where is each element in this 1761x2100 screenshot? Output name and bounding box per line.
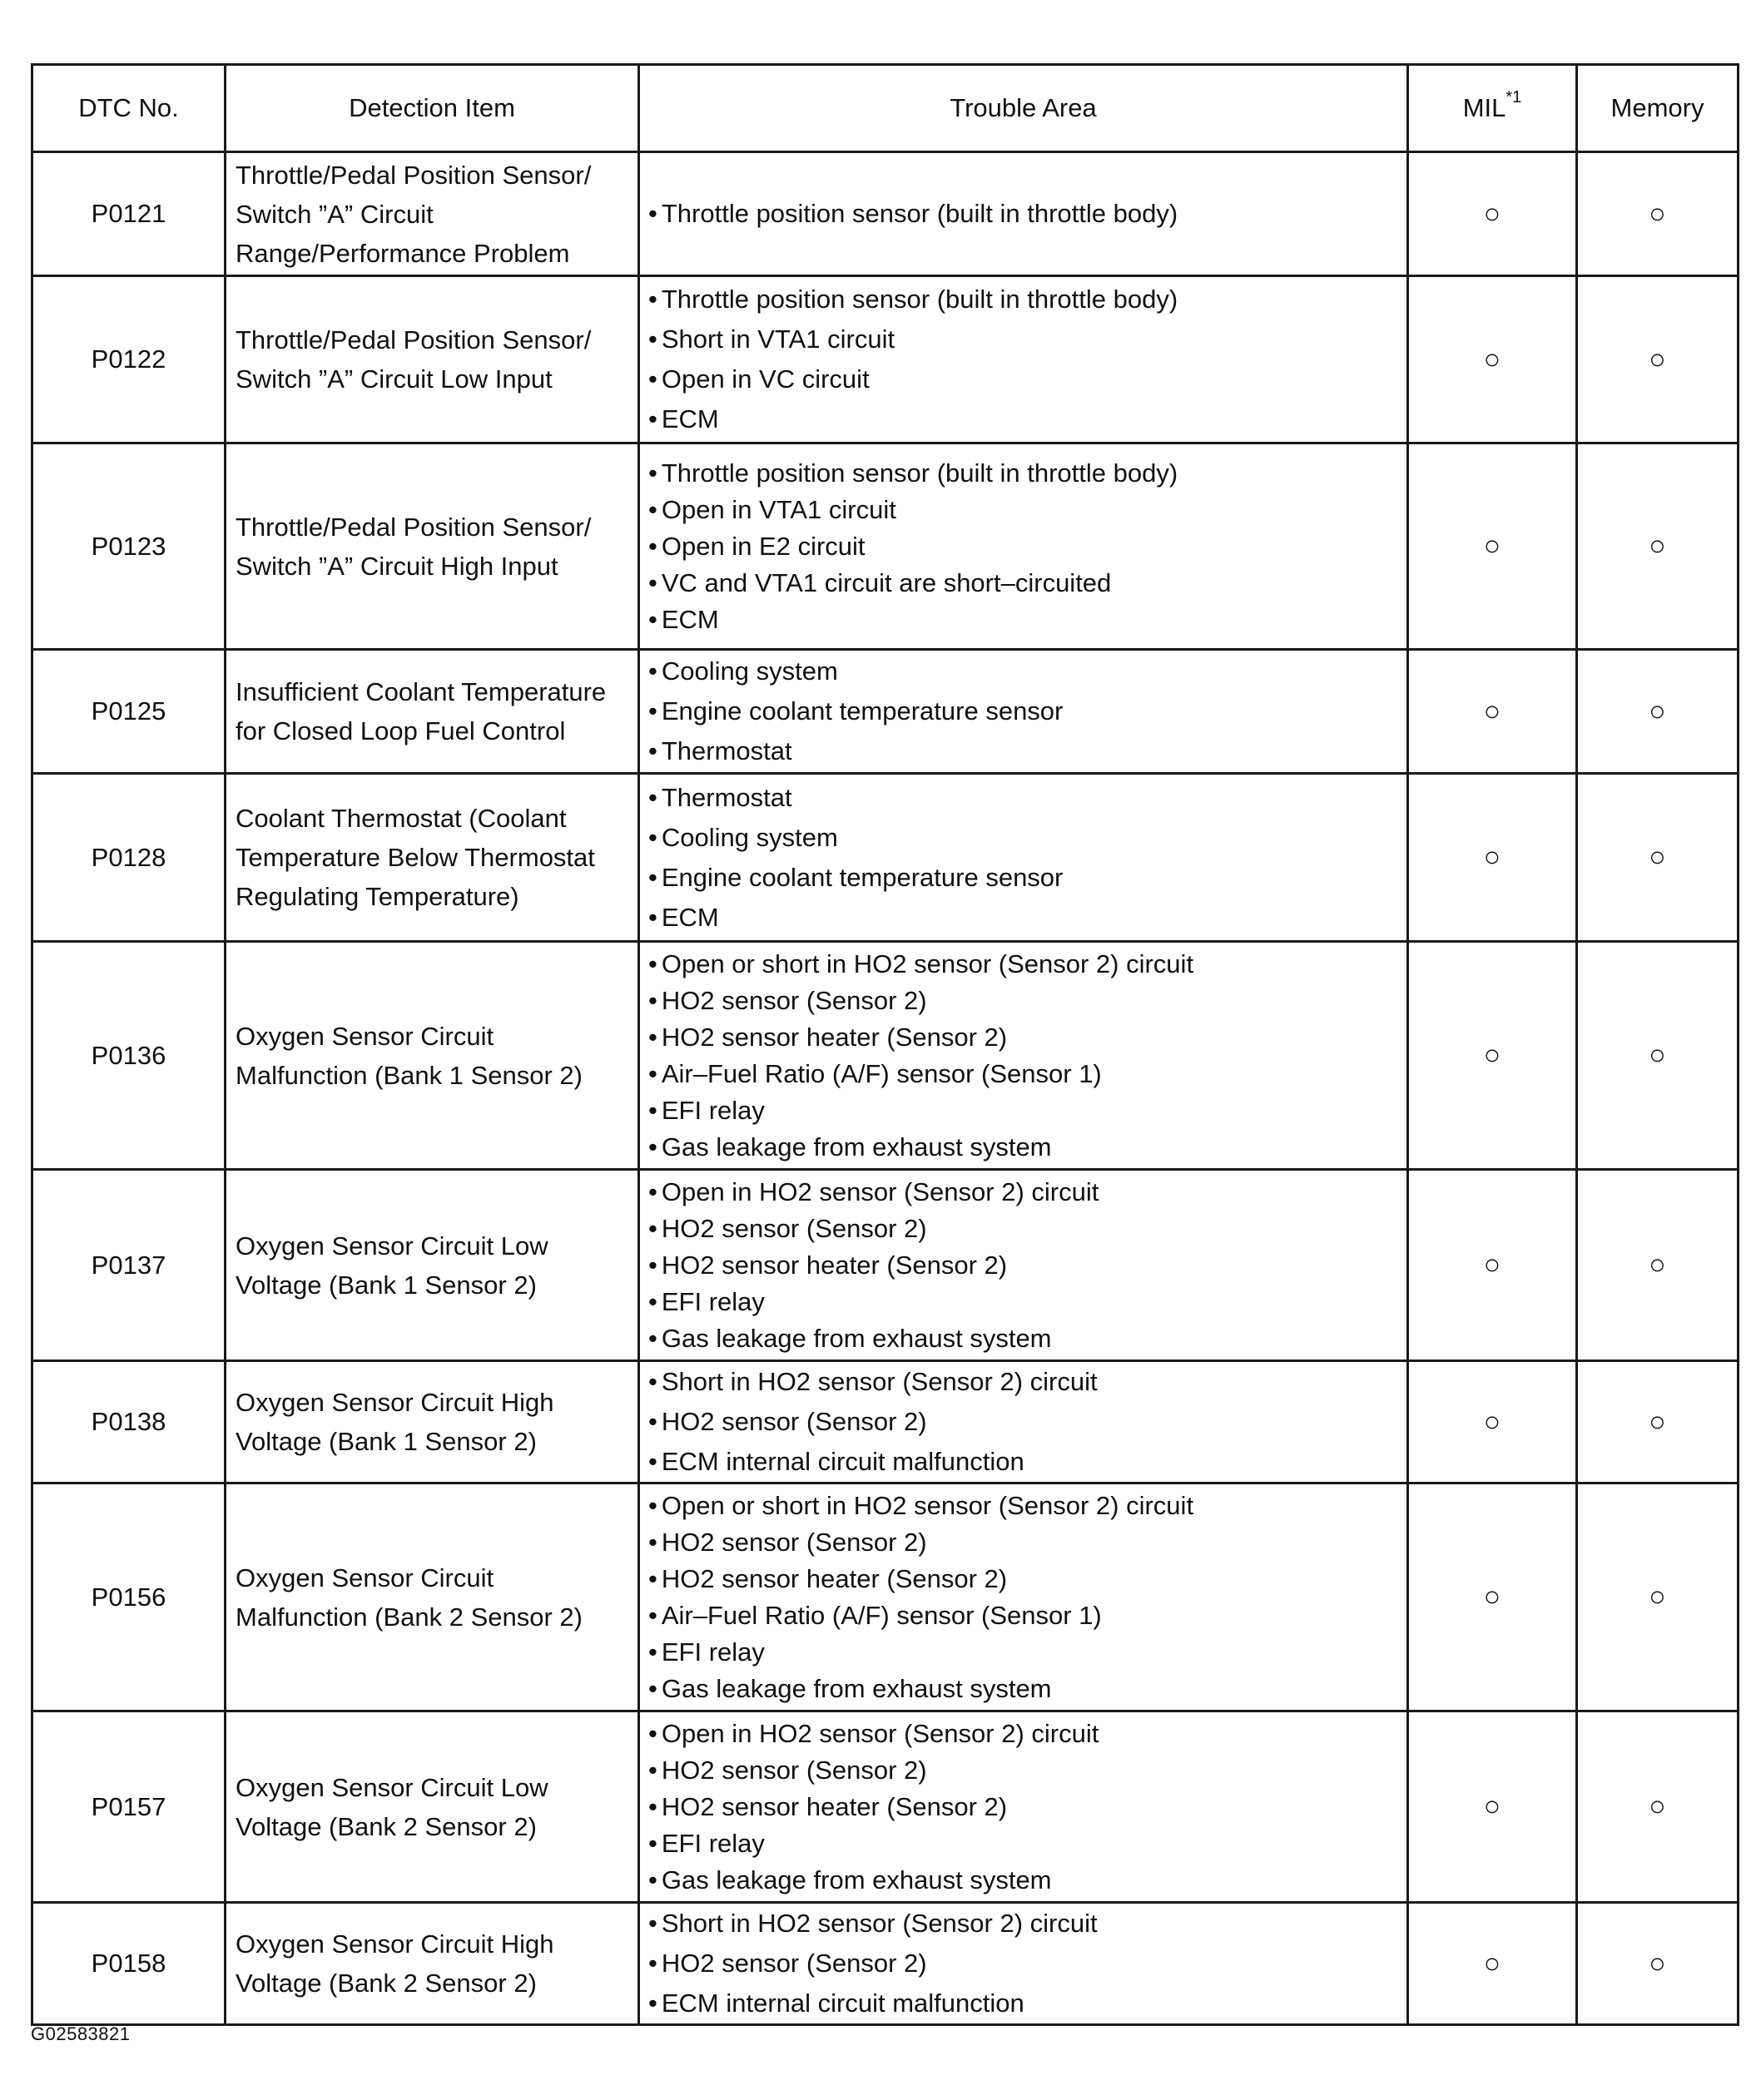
trouble-area-item: • Throttle position sensor (built in throttle body) — [648, 194, 1400, 234]
trouble-area-list — [648, 1488, 1400, 1707]
trouble-area-list — [648, 778, 1400, 938]
mil-indicator-icon: ○ — [1483, 695, 1501, 727]
dtc-code: P0158 — [32, 1903, 226, 2025]
dtc-code: P0136 — [32, 942, 226, 1170]
dtc-code: P0121 — [32, 152, 226, 276]
mil-cell — [1408, 942, 1577, 1170]
dtc-code: P0137 — [32, 1170, 226, 1361]
trouble-area-item: • ECM internal circuit malfunction — [648, 1442, 1400, 1482]
trouble-area — [639, 774, 1408, 942]
trouble-area-item: • Air–Fuel Ratio (A/F) sensor (Sensor 1) — [648, 1056, 1400, 1092]
table-row — [32, 1903, 1739, 2025]
dtc-code: P0157 — [32, 1711, 226, 1903]
trouble-area — [639, 152, 1408, 276]
table-row — [32, 1170, 1739, 1361]
mil-indicator-icon: ○ — [1483, 841, 1501, 873]
trouble-area-list — [648, 651, 1400, 771]
trouble-area-item: • Thermostat — [648, 731, 1400, 771]
mil-indicator-icon: ○ — [1483, 530, 1501, 562]
table-row — [32, 152, 1739, 276]
trouble-area-item: • HO2 sensor (Sensor 2) — [648, 983, 1400, 1019]
mil-indicator-icon: ○ — [1483, 197, 1501, 230]
table-row — [32, 276, 1739, 443]
dtc-code: P0138 — [32, 1361, 226, 1483]
mil-cell — [1408, 1170, 1577, 1361]
trouble-area-list — [648, 194, 1400, 234]
trouble-area — [639, 1483, 1408, 1711]
trouble-area-item: • Short in VTA1 circuit — [648, 319, 1400, 359]
trouble-area-item: • Gas leakage from exhaust system — [648, 1671, 1400, 1707]
detection-item: Insufficient Coolant Temperature for Closed Loop Fuel Control — [226, 650, 639, 774]
detection-item: Oxygen Sensor Circuit Malfunction (Bank 1 Sensor 2) — [226, 942, 639, 1170]
trouble-area-item: • Gas leakage from exhaust system — [648, 1129, 1400, 1166]
memory-cell — [1577, 1170, 1739, 1361]
memory-cell — [1577, 152, 1739, 276]
detection-item: Throttle/Pedal Position Sensor/ Switch ”A” Circuit Low Input — [226, 276, 639, 443]
trouble-area-list — [648, 455, 1400, 638]
trouble-area — [639, 1711, 1408, 1903]
header-mil-label: MIL — [1462, 93, 1506, 122]
memory-indicator-icon: ○ — [1649, 695, 1666, 727]
memory-cell — [1577, 1483, 1739, 1711]
trouble-area-item: • ECM — [648, 399, 1400, 439]
trouble-area-item: • HO2 sensor (Sensor 2) — [648, 1402, 1400, 1442]
mil-cell — [1408, 1711, 1577, 1903]
memory-cell — [1577, 276, 1739, 443]
trouble-area — [639, 942, 1408, 1170]
mil-cell — [1408, 1483, 1577, 1711]
trouble-area-item: • Short in HO2 sensor (Sensor 2) circuit — [648, 1362, 1400, 1402]
memory-indicator-icon: ○ — [1649, 841, 1666, 873]
mil-cell — [1408, 1903, 1577, 2025]
trouble-area-list — [648, 1174, 1400, 1357]
trouble-area-item: • EFI relay — [648, 1634, 1400, 1671]
trouble-area-item: • ECM internal circuit malfunction — [648, 1984, 1400, 2023]
trouble-area-item: • HO2 sensor heater (Sensor 2) — [648, 1019, 1400, 1056]
mil-indicator-icon: ○ — [1483, 1039, 1501, 1071]
memory-indicator-icon: ○ — [1649, 1249, 1666, 1280]
trouble-area — [639, 1170, 1408, 1361]
trouble-area-list — [648, 946, 1400, 1166]
mil-cell — [1408, 276, 1577, 443]
mil-indicator-icon: ○ — [1483, 1249, 1501, 1280]
memory-indicator-icon: ○ — [1649, 197, 1666, 230]
mil-indicator-icon: ○ — [1483, 343, 1501, 375]
trouble-area-item: • Engine coolant temperature sensor — [648, 691, 1400, 731]
trouble-area-item: • ECM — [648, 602, 1400, 638]
mil-cell — [1408, 774, 1577, 942]
trouble-area-item: • HO2 sensor heater (Sensor 2) — [648, 1789, 1400, 1825]
detection-item: Oxygen Sensor Circuit High Voltage (Bank 1 Sensor 2) — [226, 1361, 639, 1483]
trouble-area-item: • HO2 sensor (Sensor 2) — [648, 1752, 1400, 1789]
table-row — [32, 650, 1739, 774]
trouble-area-item: • Cooling system — [648, 651, 1400, 691]
trouble-area-item: • HO2 sensor heater (Sensor 2) — [648, 1247, 1400, 1284]
table-row — [32, 774, 1739, 942]
trouble-area-list — [648, 1362, 1400, 1482]
trouble-area-item: • Open in E2 circuit — [648, 528, 1400, 565]
trouble-area-item: • Open in HO2 sensor (Sensor 2) circuit — [648, 1174, 1400, 1211]
trouble-area-item: • Gas leakage from exhaust system — [648, 1320, 1400, 1357]
trouble-area-list — [648, 1904, 1400, 2023]
trouble-area-item: • Throttle position sensor (built in throttle body) — [648, 455, 1400, 492]
detection-item: Coolant Thermostat (Coolant Temperature Below Thermostat Regulating Temperature) — [226, 774, 639, 942]
detection-item: Throttle/Pedal Position Sensor/ Switch ”A” Circuit High Input — [226, 443, 639, 650]
detection-item: Oxygen Sensor Circuit Malfunction (Bank 2 Sensor 2) — [226, 1483, 639, 1711]
mil-cell — [1408, 152, 1577, 276]
mil-indicator-icon: ○ — [1483, 1581, 1501, 1612]
table-row — [32, 1361, 1739, 1483]
trouble-area — [639, 1903, 1408, 2025]
memory-indicator-icon: ○ — [1649, 530, 1666, 562]
header-row — [32, 65, 1739, 152]
memory-cell — [1577, 1903, 1739, 2025]
detection-item: Oxygen Sensor Circuit Low Voltage (Bank 2 Sensor 2) — [226, 1711, 639, 1903]
trouble-area-item: • EFI relay — [648, 1825, 1400, 1862]
table-row — [32, 942, 1739, 1170]
dtc-code: P0128 — [32, 774, 226, 942]
dtc-code: P0122 — [32, 276, 226, 443]
memory-indicator-icon: ○ — [1649, 1790, 1666, 1822]
trouble-area-item: • Engine coolant temperature sensor — [648, 858, 1400, 898]
trouble-area-item: • Short in HO2 sensor (Sensor 2) circuit — [648, 1904, 1400, 1944]
trouble-area-item: • HO2 sensor (Sensor 2) — [648, 1524, 1400, 1561]
trouble-area-item: • HO2 sensor (Sensor 2) — [648, 1211, 1400, 1247]
table-row — [32, 1711, 1739, 1903]
memory-indicator-icon: ○ — [1649, 1947, 1666, 1979]
trouble-area — [639, 1361, 1408, 1483]
trouble-area-item: • Open or short in HO2 sensor (Sensor 2) circuit — [648, 946, 1400, 983]
trouble-area-item: • Air–Fuel Ratio (A/F) sensor (Sensor 1) — [648, 1597, 1400, 1634]
mil-indicator-icon: ○ — [1483, 1405, 1501, 1438]
dtc-code: P0123 — [32, 443, 226, 650]
header-detection-item: Detection Item — [226, 65, 639, 152]
memory-indicator-icon: ○ — [1649, 343, 1666, 375]
trouble-area-list — [648, 1716, 1400, 1899]
memory-cell — [1577, 1361, 1739, 1483]
table-row — [32, 1483, 1739, 1711]
memory-cell — [1577, 774, 1739, 942]
trouble-area — [639, 650, 1408, 774]
figure-id: G02583821 — [31, 2023, 131, 2044]
trouble-area-item: • Open in HO2 sensor (Sensor 2) circuit — [648, 1716, 1400, 1752]
detection-item: Oxygen Sensor Circuit Low Voltage (Bank 1 Sensor 2) — [226, 1170, 639, 1361]
trouble-area — [639, 443, 1408, 650]
trouble-area — [639, 276, 1408, 443]
trouble-area-item: • VC and VTA1 circuit are short–circuited — [648, 565, 1400, 602]
header-mil — [1408, 65, 1577, 152]
trouble-area-item: • Open in VTA1 circuit — [648, 492, 1400, 528]
trouble-area-list — [648, 280, 1400, 439]
detection-item: Oxygen Sensor Circuit High Voltage (Bank 2 Sensor 2) — [226, 1903, 639, 2025]
detection-item: Throttle/Pedal Position Sensor/ Switch ”A” Circuit Range/Performance Problem — [226, 152, 639, 276]
table-row — [32, 443, 1739, 650]
trouble-area-item: • Open in VC circuit — [648, 359, 1400, 399]
trouble-area-item: • EFI relay — [648, 1092, 1400, 1129]
memory-indicator-icon: ○ — [1649, 1405, 1666, 1438]
memory-cell — [1577, 443, 1739, 650]
header-memory: Memory — [1577, 65, 1739, 152]
trouble-area-item: • HO2 sensor (Sensor 2) — [648, 1944, 1400, 1984]
mil-cell — [1408, 1361, 1577, 1483]
mil-footnote-marker: *1 — [1506, 88, 1522, 106]
memory-cell — [1577, 1711, 1739, 1903]
memory-indicator-icon: ○ — [1649, 1581, 1666, 1612]
header-dtc-no: DTC No. — [32, 65, 226, 152]
trouble-area-item: • Cooling system — [648, 818, 1400, 858]
header-trouble-area: Trouble Area — [639, 65, 1408, 152]
dtc-code: P0125 — [32, 650, 226, 774]
trouble-area-item: • Thermostat — [648, 778, 1400, 818]
trouble-area-item: • ECM — [648, 898, 1400, 938]
trouble-area-item: • Open or short in HO2 sensor (Sensor 2) circuit — [648, 1488, 1400, 1524]
trouble-area-item: • Throttle position sensor (built in throttle body) — [648, 280, 1400, 319]
memory-indicator-icon: ○ — [1649, 1039, 1666, 1071]
dtc-code: P0156 — [32, 1483, 226, 1711]
mil-cell — [1408, 443, 1577, 650]
trouble-area-item: • EFI relay — [648, 1284, 1400, 1320]
memory-cell — [1577, 650, 1739, 774]
dtc-table — [31, 63, 1739, 2026]
memory-cell — [1577, 942, 1739, 1170]
trouble-area-item: • Gas leakage from exhaust system — [648, 1862, 1400, 1899]
mil-indicator-icon: ○ — [1483, 1947, 1501, 1979]
mil-cell — [1408, 650, 1577, 774]
mil-indicator-icon: ○ — [1483, 1790, 1501, 1822]
trouble-area-item: • HO2 sensor heater (Sensor 2) — [648, 1561, 1400, 1597]
